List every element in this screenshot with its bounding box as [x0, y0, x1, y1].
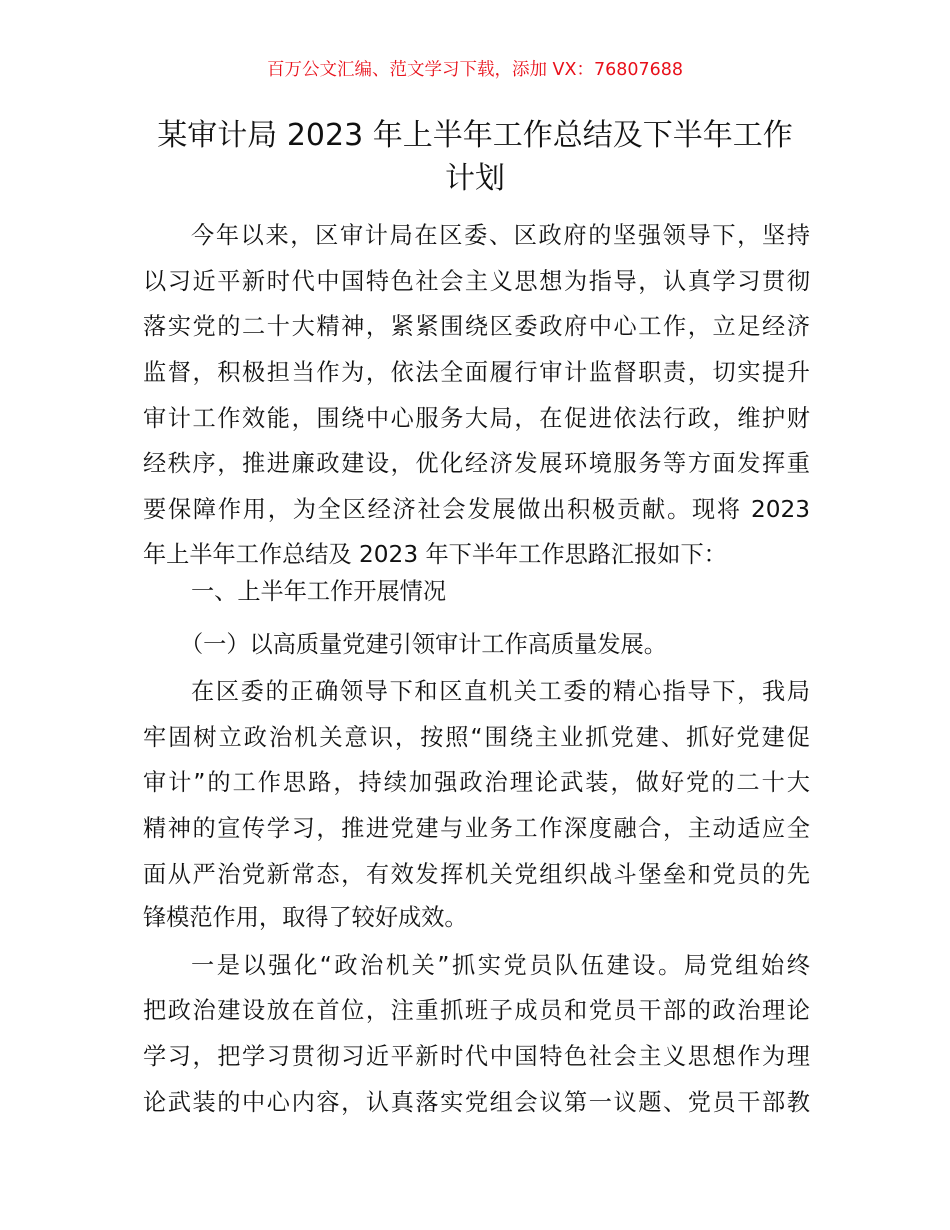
- section-heading: 一、上半年工作开展情况: [191, 578, 447, 605]
- text-line: 精神的宣传学习，推进党建与业务工作深度融合，主动适应全: [143, 815, 810, 842]
- text-line: 监督，积极担当作为，依法全面履行审计监督职责，切实提升: [143, 359, 810, 386]
- text-line: 以习近平新时代中国特色社会主义思想为指导，认真学习贯彻: [143, 268, 810, 295]
- download-banner: 百万公文汇编、范文学习下载，添加 VX：76807688: [266, 60, 684, 80]
- text-line: 牢固树立政治机关意识，按照“围绕主业抓党建、抓好党建促: [143, 724, 810, 751]
- title-line: 某审计局 2023 年上半年工作总结及下半年工作: [157, 118, 793, 153]
- text-line: 审计”的工作思路，持续加强政治理论武装，做好党的二十大: [143, 769, 810, 796]
- text-line: 今年以来，区审计局在区委、区政府的坚强领导下，坚持: [191, 222, 810, 249]
- text-line: 年上半年工作总结及 2023 年下半年工作思路汇报如下：: [143, 541, 727, 568]
- subsection-heading: （一）以高质量党建引领审计工作高质量发展。: [180, 631, 667, 658]
- text-line: 学习，把学习贯彻习近平新时代中国特色社会主义思想作为理: [143, 1043, 810, 1070]
- text-line: 面从严治党新常态，有效发挥机关党组织战斗堡垒和党员的先: [143, 861, 810, 888]
- text-line: 在区委的正确领导下和区直机关工委的精心指导下，我局: [191, 678, 810, 705]
- text-line: 要保障作用，为全区经济社会发展做出积极贡献。现将 2023: [143, 496, 810, 523]
- title-line: 计划: [445, 161, 505, 196]
- text-line: 论武装的中心内容，认真落实党组会议第一议题、党员干部教: [143, 1089, 810, 1116]
- text-line: 一是以强化“政治机关”抓实党员队伍建设。局党组始终: [191, 952, 810, 979]
- text-line: 锋模范作用，取得了较好成效。: [143, 904, 468, 931]
- text-line: 把政治建设放在首位，注重抓班子成员和党员干部的政治理论: [143, 997, 810, 1024]
- text-line: 经秩序，推进廉政建设，优化经济发展环境服务等方面发挥重: [143, 450, 810, 477]
- text-line: 审计工作效能，围绕中心服务大局，在促进依法行政，维护财: [143, 405, 810, 432]
- text-line: 落实党的二十大精神，紧紧围绕区委政府中心工作，立足经济: [143, 313, 810, 340]
